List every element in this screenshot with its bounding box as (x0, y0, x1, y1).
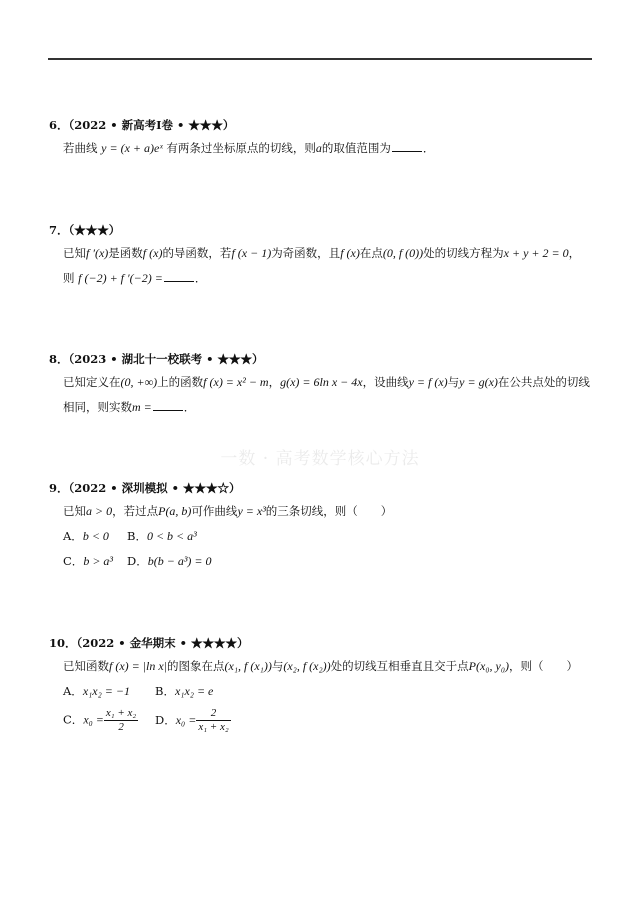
math: (0, f (0)) (382, 246, 424, 260)
math: f (x) (142, 246, 163, 260)
math: b < 0 (82, 529, 109, 543)
math: y = f (x) (408, 375, 448, 389)
option-c[interactable] (63, 707, 155, 734)
watermark: 一数 · 高考数学核心方法 (220, 449, 420, 469)
question-6-text (63, 140, 434, 156)
text: 上的函数 (157, 375, 204, 389)
math: (x₂, f (x₂)) (283, 659, 331, 673)
option-label: C． (63, 712, 84, 727)
question-10-options-row-2 (63, 707, 231, 734)
option-label: A． (63, 684, 83, 698)
text: ，则（ ） (509, 659, 578, 673)
text: ． (183, 400, 196, 414)
fraction-denominator: x₁ + x₂ (198, 721, 229, 733)
math: g(x) = 6ln x − 4x (280, 375, 363, 389)
question-9-header: 9．（2022 • 深圳模拟 • ★★★☆） (49, 481, 241, 495)
text: 的导函数，若 (162, 246, 232, 260)
math: f (x) = |ln x| (109, 659, 168, 673)
text: 相同，则实数 (63, 400, 132, 414)
text: 处的切线互相垂直且交于点 (330, 659, 469, 673)
fraction-numerator: 2 (196, 707, 230, 721)
text: 在点 (359, 246, 383, 260)
option-label: D． (155, 712, 176, 727)
text: ，设曲线 (362, 375, 409, 389)
text: ． (422, 141, 435, 155)
math: f ′(x) (86, 246, 109, 260)
option-d[interactable] (127, 554, 212, 568)
option-label: B． (127, 529, 147, 543)
question-6-header: 6．（2022 • 新高考Ⅰ卷 • ★★★） (49, 118, 235, 132)
text: 已知 (63, 504, 86, 518)
text: 与 (271, 659, 284, 673)
option-label: D． (127, 554, 148, 568)
text: ， (268, 375, 281, 389)
math: x₀ = (83, 712, 104, 727)
option-b[interactable] (127, 529, 197, 543)
math: x₀ = (175, 712, 197, 727)
answer-blank[interactable] (392, 141, 422, 152)
question-9-line-1 (63, 503, 392, 519)
question-7-header: 7．（★★★） (49, 223, 121, 237)
option-a[interactable] (63, 528, 127, 544)
question-7 (49, 223, 609, 285)
question-10-options-row-1 (63, 683, 213, 699)
math: a > 0 (86, 504, 113, 518)
text: 已知 (63, 246, 86, 260)
text: 在公共点处的切线 (497, 375, 590, 389)
text: 为奇函数，且 (271, 246, 341, 260)
question-9-options-row-2 (63, 553, 212, 569)
question-8-header: 8．（2023 • 湖北十一校联考 • ★★★） (49, 352, 264, 366)
math: f (x) (340, 246, 360, 260)
question-9 (49, 481, 609, 568)
option-label: A． (63, 529, 83, 543)
math: P(x₀, y₀) (468, 659, 509, 673)
question-7-line-2 (63, 270, 206, 286)
question-8-line-2 (63, 399, 195, 415)
text: 的取值范围为 (321, 141, 391, 155)
math: y = g(x) (459, 375, 498, 389)
question-7-line-1 (63, 245, 580, 261)
math: x₁x₂ = −1 (82, 684, 131, 698)
text: 则 (63, 271, 75, 285)
text: 有两条过坐标原点的切线，则 (166, 141, 316, 155)
text: ． (194, 271, 207, 285)
math: a (315, 141, 322, 155)
question-9-options-row-1 (63, 528, 197, 544)
question-8 (49, 352, 609, 414)
fraction (196, 707, 230, 734)
text: 若曲线 (63, 141, 98, 155)
option-d[interactable] (155, 707, 231, 733)
option-a[interactable] (63, 683, 155, 699)
math: f (x − 1) (231, 246, 272, 260)
text: 是函数 (108, 246, 143, 260)
text: 已知函数 (63, 659, 109, 673)
top-rule (48, 58, 592, 60)
math: P(a, b) (158, 504, 192, 518)
math: x₁x₂ = e (174, 684, 214, 698)
option-label: B． (155, 684, 175, 698)
math: b > a³ (83, 554, 114, 568)
text: ，若过点 (112, 504, 159, 518)
math: x + y + 2 = 0 (503, 246, 569, 260)
math: (x₁, f (x₁)) (224, 659, 272, 673)
option-label: C． (63, 554, 84, 568)
question-6 (49, 118, 609, 155)
answer-blank[interactable] (164, 271, 194, 282)
text: 与 (447, 375, 460, 389)
math: m = (132, 400, 152, 414)
fraction (104, 707, 138, 734)
math: b(b − a³) = 0 (147, 554, 212, 568)
math: y = x³ (237, 504, 266, 518)
math: (0, +∞) (120, 375, 158, 389)
text: ， (568, 246, 581, 260)
text: 可作曲线 (191, 504, 238, 518)
question-10-header: 10．（2022 • 金华期末 • ★★★★） (49, 636, 249, 650)
text: 处的切线方程为 (423, 246, 504, 260)
option-b[interactable] (155, 684, 213, 698)
question-10 (49, 636, 609, 733)
text: 的三条切线，则（ ） (265, 504, 393, 518)
math: y = (x + a)eˣ (101, 141, 163, 155)
text: 的图象在点 (167, 659, 225, 673)
question-8-line-1 (63, 374, 590, 390)
fraction-numerator: x₁ + x₂ (105, 707, 137, 719)
math: f (x) = x² − m (203, 375, 269, 389)
fraction-denominator: 2 (118, 721, 124, 733)
math: f (−2) + f ′(−2) = (78, 271, 163, 285)
text: 已知定义在 (63, 375, 121, 389)
math: 0 < b < a³ (146, 529, 197, 543)
question-10-line-1 (63, 658, 578, 674)
option-c[interactable] (63, 553, 127, 569)
answer-blank[interactable] (153, 400, 183, 411)
